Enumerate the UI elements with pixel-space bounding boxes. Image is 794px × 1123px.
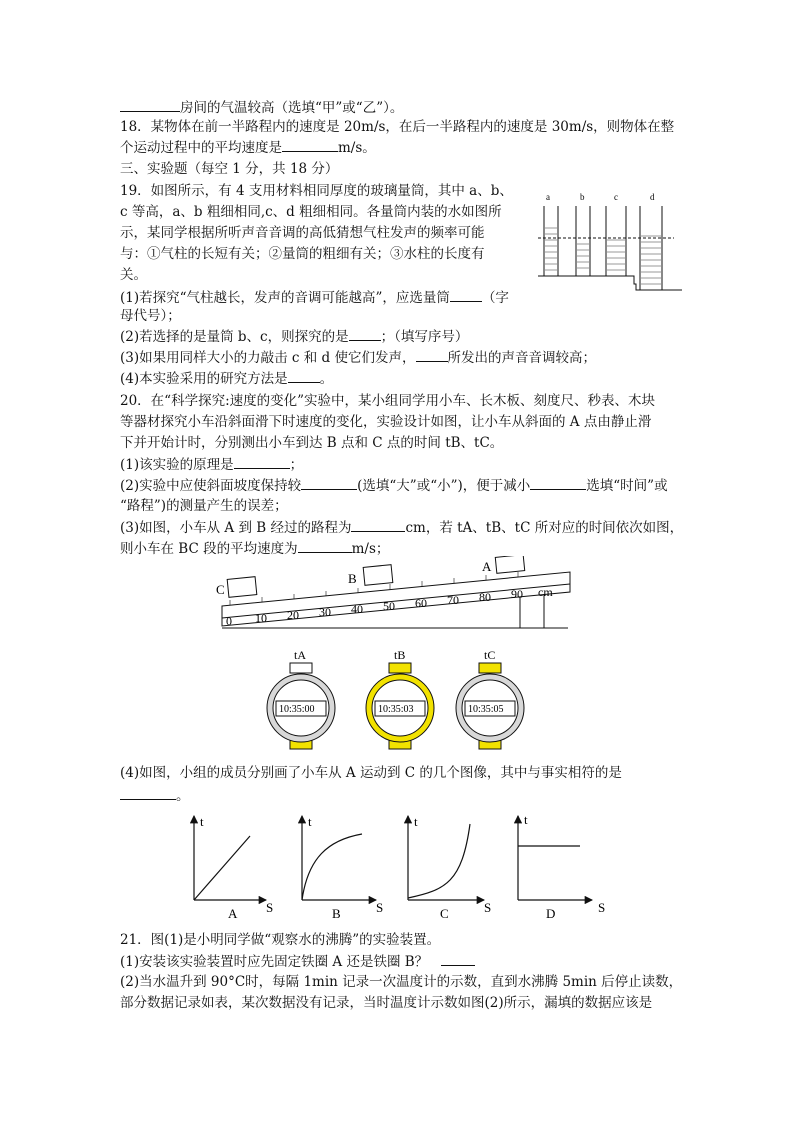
- tick-label: 80: [479, 590, 491, 604]
- option-label-d: D: [546, 906, 556, 921]
- cylinders-figure: [528, 188, 688, 300]
- tick-label: 60: [415, 596, 427, 610]
- text-line: (3)如果用同样大小的力敲击 c 和 d 使它们发声， 所发出的声音音调较高；: [120, 347, 596, 368]
- tick-label: 40: [351, 602, 363, 616]
- text-line: 下并开始计时，分别测出小车到达 B 点和 C 点的时间 tB、tC。: [120, 435, 504, 451]
- option-label-c: C: [440, 906, 449, 921]
- text-line: 个运动过程中的平均速度是 m/s。: [120, 137, 376, 158]
- text-line: 房间的气温较高（选填“甲”或“乙”）。: [120, 97, 403, 118]
- unit-label: cm: [538, 585, 553, 599]
- stopwatch-time-a: 10:35:00: [279, 704, 315, 715]
- text-line: 示，某同学根据所听声音音调的高低猜想气柱发声的频率可能: [120, 225, 485, 241]
- text-line: 则小车在 BC 段的平均速度为 m/s；: [120, 538, 389, 559]
- ts-graphs-figure: [178, 810, 618, 922]
- question-18: 18．某物体在前一半路程内的速度是 20m/s，在后一半路程内的速度是 30m/s，则物体在整: [120, 119, 675, 135]
- text-line: (1)该实验的原理是 ；: [120, 454, 303, 475]
- section-heading: 三、实验题（每空 1 分，共 18 分）: [120, 161, 339, 177]
- stopwatch-label-c: tC: [484, 648, 496, 662]
- answer-blank[interactable]: [282, 137, 338, 152]
- answer-blank[interactable]: [530, 475, 586, 490]
- axis-label-t: t: [308, 814, 312, 829]
- stopwatches-figure: [258, 645, 548, 757]
- text-line: (4)本实验采用的研究方法是 。: [120, 368, 333, 389]
- text-line: c 等高，a、b 粗细相同,c、d 粗细相同。各量筒内装的水如图所: [120, 204, 502, 220]
- answer-blank[interactable]: [349, 326, 381, 341]
- cylinder-label-b: b: [580, 192, 585, 202]
- text-line: 。: [120, 785, 190, 806]
- text-line: 母代号）；: [120, 308, 181, 324]
- text-line: (1)安装该实验装置时应先固定铁圈 A 还是铁圈 B？: [120, 951, 475, 972]
- point-label-a: A: [482, 559, 492, 574]
- cylinder-label-a: a: [546, 192, 550, 202]
- stopwatch-label-a: tA: [294, 648, 306, 662]
- axis-label-s: S: [484, 900, 492, 915]
- tick-label: 0: [226, 614, 232, 628]
- question-21: 21．图(1)是小明同学做“观察水的沸腾”的实验装置。: [120, 932, 441, 948]
- answer-blank[interactable]: [298, 538, 352, 553]
- answer-blank[interactable]: [288, 368, 320, 383]
- cylinder-label-d: d: [650, 192, 655, 202]
- stopwatch-c: [456, 663, 524, 749]
- stopwatch-time-c: 10:35:05: [468, 704, 504, 715]
- answer-blank[interactable]: [351, 517, 405, 532]
- answer-blank[interactable]: [301, 475, 357, 490]
- text-line: (4)如图，小组的成员分别画了小车从 A 运动到 C 的几个图像，其中与事实相符的是: [120, 765, 622, 781]
- answer-blank[interactable]: [234, 454, 290, 469]
- axis-label-s: S: [598, 900, 606, 915]
- question-20: 20．在“科学探究:速度的变化”实验中，某小组同学用小车、长木板、刻度尺、秒表、木块: [120, 393, 656, 409]
- answer-blank[interactable]: [450, 287, 482, 302]
- tick-label: 20: [287, 608, 299, 622]
- text-line: 等器材探究小车沿斜面滑下时速度的变化，实验设计如图，让小车从斜面的 A 点由静止滑: [120, 414, 652, 430]
- cylinder-label-c: c: [614, 192, 618, 202]
- axis-label-t: t: [414, 814, 418, 829]
- tick-label: 70: [447, 593, 459, 607]
- axis-label-t: t: [524, 812, 528, 827]
- answer-blank[interactable]: [120, 785, 176, 800]
- text-line: (2)实验中应使斜面坡度保持较 (选填“大”或“小”)，便于减小 选填“时间”或: [120, 475, 668, 496]
- stopwatch-label-b: tB: [394, 648, 406, 662]
- tick-label: 10: [255, 611, 267, 625]
- axis-label-s: S: [266, 900, 274, 915]
- text-line: (2)若选择的是量筒 b、c，则探究的是 ；（填写序号）: [120, 326, 468, 347]
- text-line: (3)如图，小车从 A 到 B 经过的路程为 cm，若 tA、tB、tC 所对应的时间依次如图，: [120, 517, 683, 538]
- stopwatch-time-b: 10:35:03: [378, 704, 414, 715]
- axis-label-s: S: [376, 900, 384, 915]
- answer-blank[interactable]: [441, 951, 475, 966]
- text-line: 与：①气柱的长短有关；②量筒的粗细有关；③水柱的长度有: [120, 246, 485, 262]
- option-label-b: B: [332, 906, 341, 921]
- stopwatch-b: [366, 663, 434, 749]
- stopwatch-a: [267, 663, 335, 749]
- axis-label-t: t: [200, 814, 204, 829]
- text-line: “路程”)的测量产生的误差；: [120, 498, 288, 514]
- incline-figure: [210, 556, 580, 636]
- text-line: (2)当水温升到 90°C时，每隔 1min 记录一次温度计的示数，直到水沸腾 5min 后停止读数，: [120, 974, 683, 990]
- tick-label: 30: [319, 605, 331, 619]
- answer-blank[interactable]: [416, 347, 448, 362]
- option-label-a: A: [228, 906, 238, 921]
- text-line: (1)若探究“气柱越长，发声的音调可能越高”，应选量筒 （字: [120, 287, 509, 308]
- tick-label: 50: [383, 599, 395, 613]
- answer-blank[interactable]: [120, 97, 180, 112]
- point-label-b: B: [348, 571, 357, 586]
- text-line: 关。: [120, 267, 147, 283]
- text-line: 部分数据记录如表，某次数据没有记录，当时温度计示数如图(2)所示，漏填的数据应该是: [120, 995, 653, 1011]
- tick-label: 90: [511, 587, 523, 601]
- question-19: 19．如图所示，有 4 支用材料相同厚度的玻璃量筒，其中 a、b、: [120, 183, 513, 199]
- point-label-c: C: [216, 582, 225, 597]
